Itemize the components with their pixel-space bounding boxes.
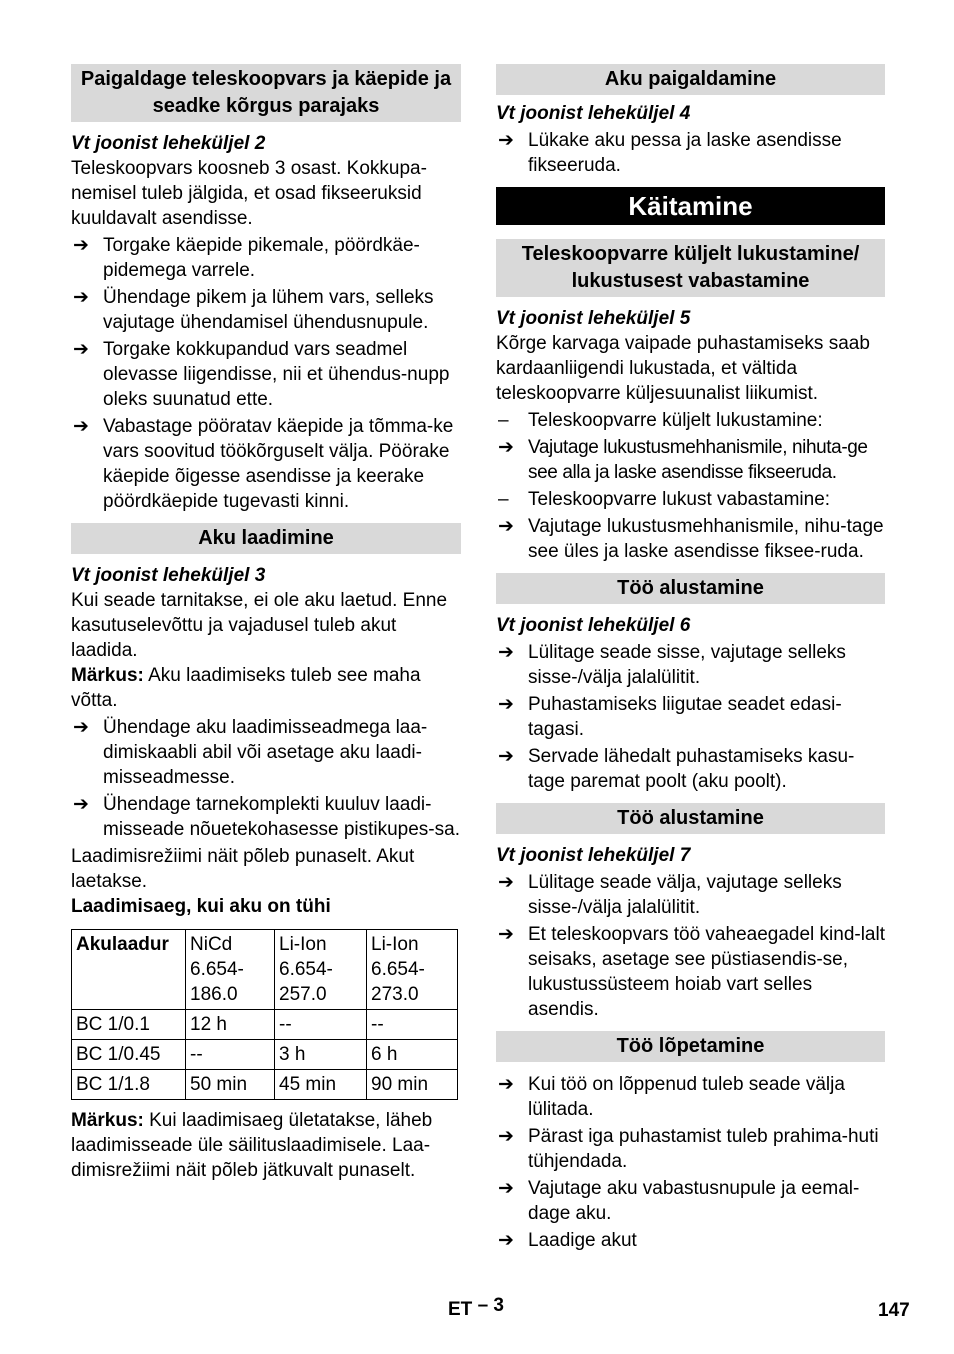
arrow-icon: ➔ [73,235,89,256]
paragraph: Teleskoopvars koosneb 3 osast. Kokkupa-nemisel tuleb jälgida, et osad fikseeruksid kuuldavalt asendisse. [71,158,427,229]
instruction-step: ➔ Vajutage aku vabastusnupule ja eemal-dage aku. [498,1178,860,1224]
instruction-step: ➔ Et teleskoopvars töö vaheaegadel kind-lalt seisaks, asetage see püstiasendis-se, lukustussüsteem hoiab vart selles asendis. [498,924,886,1020]
section-heading-battery-install: Aku paigaldamine [496,64,885,95]
note: Märkus: Aku laadimiseks tuleb see maha võtta. [71,665,421,711]
instruction-step: ➔ Lülitage seade välja, vajutage selleks sisse-/välja jalalülitit. [498,872,842,918]
chapter-title: Käitamine [496,187,885,225]
table-header-row [72,930,458,1010]
note: Märkus: Kui laadimisaeg ületatakse, läheb laadimisseade üle säilituslaadimisele. Laa-dimisrežiimi näit põleb jätkuvalt punaselt. [71,1110,433,1181]
paragraph: Kui seade tarnitakse, ei ole aku laetud. Enne kasutuselevõttu ja vajadusel tuleb akut laadida. [71,590,448,661]
section-heading-lock: Teleskoopvarre küljelt lukustamine/ lukustusest vabastamine [496,239,885,297]
instruction-step: ➔ Lükake aku pessa ja laske asendisse fikseeruda. [498,130,842,176]
instruction-step: ➔ Puhastamiseks liigutae seadet edasi-tagasi. [498,694,842,740]
section-heading-battery-charging: Aku laadimine [71,523,461,554]
right-column [496,64,885,1253]
paragraph: Kõrge karvaga vaipade puhastamiseks saab kardaanliigendi lukustada, et vältida teleskoopvarre küljesuunalist liikumist. [496,333,870,404]
table-cell: 90 min [367,1070,458,1100]
table-cell: -- [367,1010,458,1040]
table-cell: 3 h [275,1040,367,1070]
instruction-step: ➔ Ühendage pikem ja lühem vars, selleks vajutage ühendamisel ühendusnupule. [73,287,434,333]
arrow-icon: ➔ [498,1178,514,1199]
language-code: ET [448,1299,473,1320]
dash-icon: – [498,489,509,510]
table-cell: BC 1/1.8 [72,1070,186,1100]
dash-item: – Teleskoopvarre lukust vabastamine: [498,489,831,510]
instruction-step: ➔ Torgake kokkupandud vars seadmel olevasse liigendisse, nii et ühendus-nupp oleks suunatud ette. [73,339,450,410]
arrow-icon: ➔ [498,1126,514,1147]
table-cell: BC 1/0.45 [72,1040,186,1070]
figure-reference: Vt joonist leheküljel 2 [71,133,266,154]
dash-item: – Teleskoopvarre küljelt lukustamine: [498,410,823,431]
figure-reference: Vt joonist leheküljel 6 [496,615,691,636]
instruction-step: ➔ Torgake käepide pikemale, pöördkäe-pidemega varrele. [73,235,420,281]
instruction-step: ➔ Vajutage lukustusmehhanismile, nihuta-ge see alla ja laske asendisse fikseeruda. [498,437,868,483]
table-header-cell: Akulaadur [72,930,186,1010]
instruction-step: ➔ Vabastage pööratav käepide ja tõmma-ke vars soovitud töökõrguselt välja. Pöörake käepide õigesse asendisse ja keerake pöördkäepide tugevasti kinni. [73,416,454,512]
arrow-icon: ➔ [73,416,89,437]
table-cell: -- [186,1040,275,1070]
charging-time-table [71,929,458,1100]
figure-reference: Vt joonist leheküljel 5 [496,308,691,329]
table-cell: 50 min [186,1070,275,1100]
instruction-step: ➔ Lülitage seade sisse, vajutage selleks sisse-/välja jalalülitit. [498,642,846,688]
table-header-cell: Li-Ion 6.654-273.0 [367,930,458,1010]
instruction-step: ➔ Vajutage lukustusmehhanismile, nihu-tage see üles ja laske asendisse fiksee-ruda. [498,516,884,562]
arrow-icon: ➔ [498,1074,514,1095]
arrow-icon: ➔ [498,642,514,663]
arrow-icon: ➔ [498,1230,514,1251]
instruction-step: ➔ Ühendage tarnekomplekti kuuluv laadi-misseade nõuetekohasesse pistikupes-sa. [73,794,460,840]
figure-reference: Vt joonist leheküljel 3 [71,565,266,586]
table-cell: -- [275,1010,367,1040]
table-cell: 45 min [275,1070,367,1100]
arrow-icon: ➔ [73,287,89,308]
table-row [72,1040,458,1070]
table-header-cell: NiCd 6.654-186.0 [186,930,275,1010]
paragraph: Laadimisrežiimi näit põleb punaselt. Akut laetakse. [71,846,415,892]
arrow-icon: ➔ [498,924,514,945]
left-column [71,64,461,1183]
table-row [72,1070,458,1100]
table-row [72,1010,458,1040]
instruction-step: ➔ Pärast iga puhastamist tuleb prahima-huti tühjendada. [498,1126,879,1172]
arrow-icon: ➔ [73,339,89,360]
table-header-cell: Li-Ion 6.654-257.0 [275,930,367,1010]
section-heading-stop-work: Töö alustamine [496,803,885,834]
section-heading-telescopic: Paigaldage teleskoopvars ja käepide ja seadke kõrgus parajaks [71,64,461,122]
arrow-icon: ➔ [498,130,514,151]
table-cell: BC 1/0.1 [72,1010,186,1040]
section-heading-start-work: Töö alustamine [496,573,885,604]
arrow-icon: ➔ [73,794,89,815]
footer-section-label [448,1297,504,1322]
table-cell: 6 h [367,1040,458,1070]
arrow-icon: ➔ [498,437,514,458]
page-number: 147 [878,1300,910,1321]
figure-reference: Vt joonist leheküljel 7 [496,845,691,866]
section-heading-finish-work: Töö lõpetamine [496,1031,885,1062]
instruction-step: ➔ Ühendage aku laadimisseadmega laa-dimiskaabli abil või asetage aku laadi-misseadmesse. [73,717,428,788]
arrow-icon: ➔ [498,746,514,767]
table-title: Laadimisaeg, kui aku on tühi [71,896,331,917]
arrow-icon: ➔ [498,516,514,537]
arrow-icon: ➔ [498,694,514,715]
section-number: – 3 [477,1295,504,1316]
table-cell: 12 h [186,1010,275,1040]
dash-icon: – [498,410,509,431]
instruction-step: ➔ Kui töö on lõppenud tuleb seade välja lülitada. [498,1074,845,1120]
instruction-step: ➔ Servade lähedalt puhastamiseks kasu-tage paremat poolt (aku poolt). [498,746,855,792]
arrow-icon: ➔ [498,872,514,893]
figure-reference: Vt joonist leheküljel 4 [496,103,691,124]
instruction-step: ➔ Laadige akut [498,1230,637,1251]
arrow-icon: ➔ [73,717,89,738]
